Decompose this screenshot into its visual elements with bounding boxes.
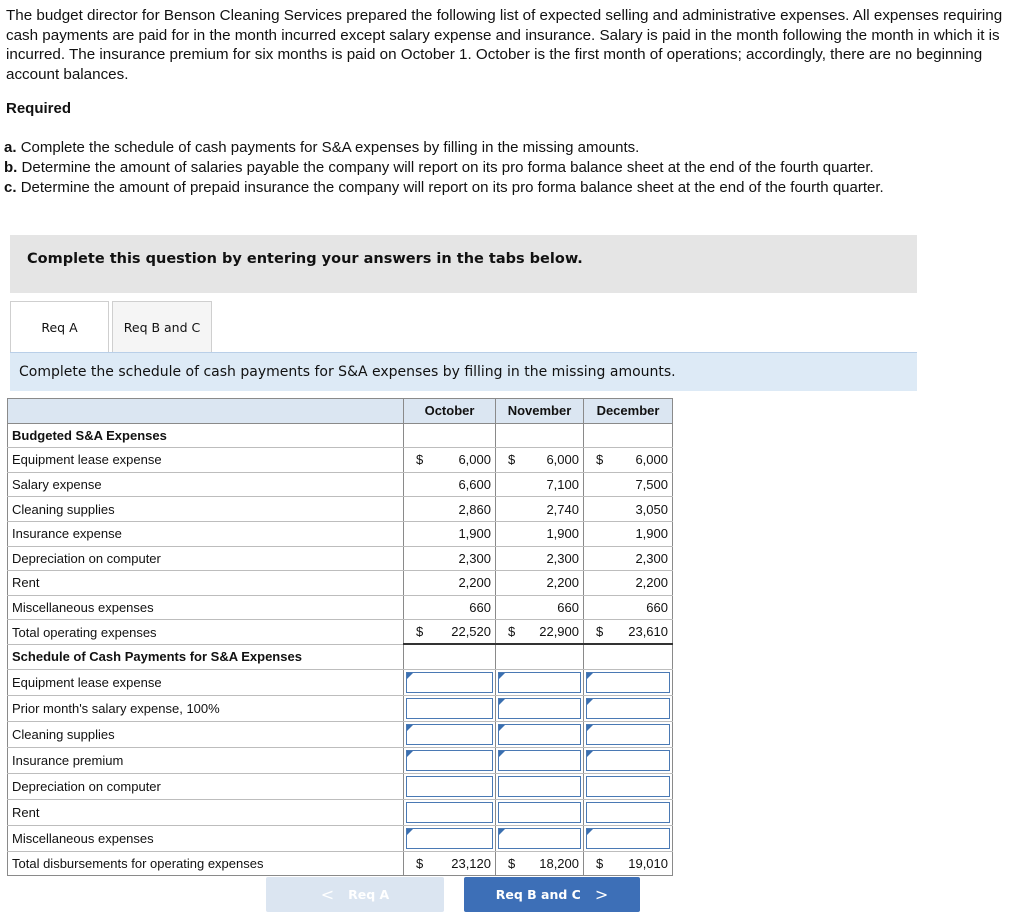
requirement-text: Determine the amount of salaries payable the company will report on its pro forma balance sheet at the end of the fourth quarter. bbox=[21, 159, 874, 176]
amount-input[interactable] bbox=[498, 776, 581, 797]
currency-symbol: $ bbox=[404, 448, 440, 473]
table-row bbox=[8, 472, 673, 497]
amount-input[interactable] bbox=[406, 802, 493, 823]
row-label: Prior month's salary expense, 100% bbox=[8, 695, 404, 721]
row-label: Total disbursements for operating expenses bbox=[8, 851, 404, 876]
row-label: Insurance expense bbox=[8, 521, 404, 546]
row-label: Rent bbox=[8, 571, 404, 596]
input-row bbox=[8, 773, 673, 799]
instructions-banner: Complete this question by entering your answers in the tabs below. bbox=[10, 235, 917, 293]
cell-value: 2,300 bbox=[440, 546, 496, 571]
cell-value: 660 bbox=[440, 595, 496, 620]
section-heading-row bbox=[8, 644, 673, 669]
amount-input[interactable] bbox=[406, 828, 493, 849]
requirement-label: c. bbox=[4, 179, 17, 196]
prev-tab-label: Req A bbox=[348, 887, 390, 902]
input-row bbox=[8, 721, 673, 747]
cell-value: 23,610 bbox=[620, 620, 673, 645]
amount-input[interactable] bbox=[586, 776, 670, 797]
cell-value: 6,600 bbox=[440, 472, 496, 497]
amount-input[interactable] bbox=[406, 672, 493, 693]
row-label: Salary expense bbox=[8, 472, 404, 497]
cell-value: 2,200 bbox=[532, 571, 584, 596]
row-label: Insurance premium bbox=[8, 747, 404, 773]
section-heading-row bbox=[8, 423, 673, 448]
row-label: Depreciation on computer bbox=[8, 773, 404, 799]
requirement-label: a. bbox=[4, 139, 17, 156]
table-row bbox=[8, 571, 673, 596]
cell-value: 1,900 bbox=[620, 521, 673, 546]
cell-value: 2,300 bbox=[620, 546, 673, 571]
amount-input[interactable] bbox=[498, 802, 581, 823]
cell-value: 3,050 bbox=[620, 497, 673, 522]
amount-input[interactable] bbox=[406, 776, 493, 797]
requirement-item bbox=[4, 178, 1019, 198]
amount-input[interactable] bbox=[586, 750, 670, 771]
cell-value: 2,200 bbox=[620, 571, 673, 596]
table-row bbox=[8, 546, 673, 571]
input-row bbox=[8, 799, 673, 825]
requirement-item bbox=[4, 138, 1019, 158]
currency-symbol: $ bbox=[584, 851, 620, 876]
schedule-heading: Schedule of Cash Payments for S&A Expenses bbox=[8, 644, 404, 669]
cell-value: 18,200 bbox=[532, 851, 584, 876]
cell-value: 6,000 bbox=[532, 448, 584, 473]
next-tab-label: Req B and C bbox=[495, 887, 581, 902]
total-operating-row bbox=[8, 620, 673, 645]
requirement-text: Complete the schedule of cash payments for S&A expenses by filling in the missing amounts. bbox=[20, 139, 640, 156]
currency-symbol: $ bbox=[584, 448, 620, 473]
cell-value: 7,100 bbox=[532, 472, 584, 497]
cell-value: 660 bbox=[532, 595, 584, 620]
cell-value: 2,740 bbox=[532, 497, 584, 522]
row-label: Depreciation on computer bbox=[8, 546, 404, 571]
cell-value: 660 bbox=[620, 595, 673, 620]
cell-value: 23,120 bbox=[440, 851, 496, 876]
amount-input[interactable] bbox=[498, 750, 581, 771]
currency-symbol: $ bbox=[496, 851, 532, 876]
budget-heading: Budgeted S&A Expenses bbox=[8, 423, 404, 448]
table-row bbox=[8, 595, 673, 620]
input-row bbox=[8, 669, 673, 695]
row-label: Cleaning supplies bbox=[8, 497, 404, 522]
row-label: Cleaning supplies bbox=[8, 721, 404, 747]
cell-value: 2,300 bbox=[532, 546, 584, 571]
prev-tab-button[interactable] bbox=[266, 877, 444, 912]
amount-input[interactable] bbox=[586, 802, 670, 823]
column-header-november: November bbox=[496, 399, 584, 424]
row-label: Equipment lease expense bbox=[8, 448, 404, 473]
chevron-right-icon: > bbox=[594, 885, 609, 904]
input-row bbox=[8, 747, 673, 773]
tab-req-b-and-c[interactable]: Req B and C bbox=[112, 301, 212, 353]
requirement-text: Determine the amount of prepaid insurance the company will report on its pro forma balance sheet at the end of the fourth quarter. bbox=[20, 179, 884, 196]
total-disbursements-row bbox=[8, 851, 673, 876]
cell-value: 2,860 bbox=[440, 497, 496, 522]
cell-value: 22,520 bbox=[440, 620, 496, 645]
amount-input[interactable] bbox=[586, 672, 670, 693]
cell-value: 1,900 bbox=[532, 521, 584, 546]
table-row bbox=[8, 497, 673, 522]
problem-intro bbox=[6, 6, 1016, 84]
requirement-label: b. bbox=[4, 159, 18, 176]
amount-input[interactable] bbox=[406, 750, 493, 771]
currency-symbol: $ bbox=[584, 620, 620, 645]
table-row bbox=[8, 521, 673, 546]
chevron-left-icon: < bbox=[320, 885, 335, 904]
table-header-row bbox=[8, 399, 673, 424]
tab-instruction: Complete the schedule of cash payments for S&A expenses by filling in the missing amounts. bbox=[10, 353, 917, 391]
amount-input[interactable] bbox=[498, 724, 581, 745]
cell-value: 6,000 bbox=[620, 448, 673, 473]
intro-text: The budget director for Benson Cleaning Services prepared the following list of expected selling and administrative expenses. All expenses requiring cash payments are paid for in the month incurred except salary expense and insurance. Salary is paid in the month following the month in which it is incurred. The insurance premium for six months is paid on October 1. October is the first month of operations; accordingly, there are no beginning account balances. bbox=[6, 7, 1003, 83]
row-label: Equipment lease expense bbox=[8, 669, 404, 695]
row-label: Miscellaneous expenses bbox=[8, 595, 404, 620]
requirements-list bbox=[4, 138, 1019, 198]
currency-symbol: $ bbox=[404, 851, 440, 876]
column-header-october: October bbox=[404, 399, 496, 424]
amount-input[interactable] bbox=[498, 828, 581, 849]
header-blank bbox=[8, 399, 404, 424]
amount-input[interactable] bbox=[406, 724, 493, 745]
cell-value: 19,010 bbox=[620, 851, 673, 876]
amount-input[interactable] bbox=[586, 698, 670, 719]
next-tab-button[interactable] bbox=[464, 877, 640, 912]
amount-input[interactable] bbox=[498, 698, 581, 719]
cell-value: 22,900 bbox=[532, 620, 584, 645]
row-label: Rent bbox=[8, 799, 404, 825]
currency-symbol: $ bbox=[496, 448, 532, 473]
input-row bbox=[8, 695, 673, 721]
required-heading: Required bbox=[6, 100, 72, 117]
cell-value: 1,900 bbox=[440, 521, 496, 546]
cell-value: 6,000 bbox=[440, 448, 496, 473]
currency-symbol: $ bbox=[496, 620, 532, 645]
currency-symbol: $ bbox=[404, 620, 440, 645]
column-header-december: December bbox=[584, 399, 673, 424]
amount-input[interactable] bbox=[586, 828, 670, 849]
requirement-item bbox=[4, 158, 1019, 178]
sa-schedule-table bbox=[7, 398, 673, 876]
table-row bbox=[8, 448, 673, 473]
tab-req-a[interactable]: Req A bbox=[10, 301, 109, 353]
row-label: Total operating expenses bbox=[8, 620, 404, 645]
amount-input[interactable] bbox=[406, 698, 493, 719]
amount-input[interactable] bbox=[498, 672, 581, 693]
amount-input[interactable] bbox=[586, 724, 670, 745]
row-label: Miscellaneous expenses bbox=[8, 825, 404, 851]
input-row bbox=[8, 825, 673, 851]
cell-value: 2,200 bbox=[440, 571, 496, 596]
cell-value: 7,500 bbox=[620, 472, 673, 497]
